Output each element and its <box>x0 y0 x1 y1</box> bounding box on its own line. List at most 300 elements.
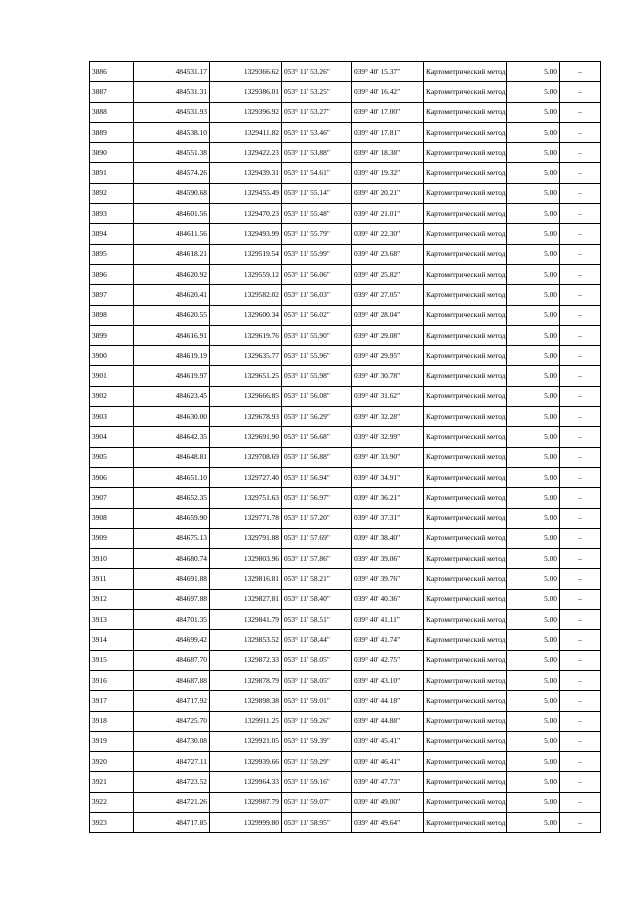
cell-longitude: 039° 40' 30.78" <box>352 366 424 386</box>
cell-method: Картометрический метод <box>424 386 507 406</box>
cell-point-number: 3921 <box>90 772 134 792</box>
cell-method: Картометрический метод <box>424 447 507 467</box>
cell-accuracy: 5.00 <box>507 772 560 792</box>
cell-y-coordinate: 1329853.52 <box>210 630 282 650</box>
cell-note: – <box>560 244 601 264</box>
table-row <box>90 630 601 650</box>
cell-y-coordinate: 1329987.79 <box>210 792 282 812</box>
cell-point-number: 3915 <box>90 650 134 670</box>
cell-latitude: 053° 11' 56.29" <box>282 407 352 427</box>
table-row <box>90 569 601 589</box>
cell-y-coordinate: 1329691.90 <box>210 427 282 447</box>
cell-accuracy: 5.00 <box>507 82 560 102</box>
cell-x-coordinate: 484687.88 <box>134 670 210 690</box>
cell-latitude: 053° 11' 53.26" <box>282 62 352 82</box>
table-row <box>90 102 601 122</box>
cell-method: Картометрический метод <box>424 143 507 163</box>
cell-accuracy: 5.00 <box>507 407 560 427</box>
cell-latitude: 053° 11' 55.96" <box>282 346 352 366</box>
cell-latitude: 053° 11' 58.05" <box>282 670 352 690</box>
cell-x-coordinate: 484619.97 <box>134 366 210 386</box>
cell-y-coordinate: 1329582.02 <box>210 285 282 305</box>
cell-y-coordinate: 1329872.33 <box>210 650 282 670</box>
cell-note: – <box>560 772 601 792</box>
cell-point-number: 3887 <box>90 82 134 102</box>
coordinates-table <box>89 61 601 833</box>
cell-latitude: 053° 11' 55.99" <box>282 244 352 264</box>
table-row <box>90 731 601 751</box>
cell-x-coordinate: 484697.88 <box>134 589 210 609</box>
cell-x-coordinate: 484675.13 <box>134 528 210 548</box>
cell-x-coordinate: 484531.31 <box>134 82 210 102</box>
cell-point-number: 3903 <box>90 407 134 427</box>
table-row <box>90 224 601 244</box>
cell-note: – <box>560 224 601 244</box>
cell-point-number: 3889 <box>90 122 134 142</box>
cell-longitude: 039° 40' 47.73" <box>352 772 424 792</box>
cell-x-coordinate: 484717.85 <box>134 812 210 832</box>
cell-method: Картометрический метод <box>424 691 507 711</box>
cell-y-coordinate: 1329651.25 <box>210 366 282 386</box>
table-row <box>90 82 601 102</box>
table-row <box>90 467 601 487</box>
cell-latitude: 053° 11' 59.01" <box>282 691 352 711</box>
table-row <box>90 62 601 82</box>
cell-x-coordinate: 484687.70 <box>134 650 210 670</box>
cell-longitude: 039° 40' 20.21" <box>352 183 424 203</box>
cell-latitude: 053° 11' 55.48" <box>282 204 352 224</box>
cell-y-coordinate: 1329600.34 <box>210 305 282 325</box>
table-row <box>90 447 601 467</box>
cell-point-number: 3917 <box>90 691 134 711</box>
cell-x-coordinate: 484717.92 <box>134 691 210 711</box>
cell-y-coordinate: 1329841.79 <box>210 610 282 630</box>
cell-x-coordinate: 484699.42 <box>134 630 210 650</box>
cell-longitude: 039° 40' 42.75" <box>352 650 424 670</box>
cell-method: Картометрический метод <box>424 407 507 427</box>
cell-latitude: 053° 11' 59.39" <box>282 731 352 751</box>
cell-accuracy: 5.00 <box>507 427 560 447</box>
cell-point-number: 3901 <box>90 366 134 386</box>
cell-point-number: 3896 <box>90 264 134 284</box>
cell-point-number: 3899 <box>90 325 134 345</box>
cell-x-coordinate: 484648.81 <box>134 447 210 467</box>
cell-note: – <box>560 427 601 447</box>
cell-note: – <box>560 122 601 142</box>
cell-point-number: 3886 <box>90 62 134 82</box>
cell-point-number: 3920 <box>90 752 134 772</box>
cell-longitude: 039° 40' 17.00" <box>352 102 424 122</box>
cell-latitude: 053° 11' 58.21" <box>282 569 352 589</box>
cell-x-coordinate: 484531.93 <box>134 102 210 122</box>
cell-latitude: 053° 11' 54.61" <box>282 163 352 183</box>
cell-y-coordinate: 1329619.76 <box>210 325 282 345</box>
cell-longitude: 039° 40' 33.90" <box>352 447 424 467</box>
cell-longitude: 039° 40' 29.95" <box>352 346 424 366</box>
table-row <box>90 711 601 731</box>
cell-x-coordinate: 484531.17 <box>134 62 210 82</box>
cell-y-coordinate: 1329386.01 <box>210 82 282 102</box>
cell-latitude: 053° 11' 55.90" <box>282 325 352 345</box>
cell-longitude: 039° 40' 32.28" <box>352 407 424 427</box>
cell-longitude: 039° 40' 32.99" <box>352 427 424 447</box>
cell-y-coordinate: 1329455.49 <box>210 183 282 203</box>
cell-accuracy: 5.00 <box>507 812 560 832</box>
cell-latitude: 053° 11' 59.26" <box>282 711 352 731</box>
cell-longitude: 039° 40' 17.81" <box>352 122 424 142</box>
table-row <box>90 244 601 264</box>
cell-longitude: 039° 40' 49.64" <box>352 812 424 832</box>
cell-y-coordinate: 1329470.23 <box>210 204 282 224</box>
cell-longitude: 039° 40' 38.40" <box>352 528 424 548</box>
cell-note: – <box>560 549 601 569</box>
cell-x-coordinate: 484642.35 <box>134 427 210 447</box>
table-row <box>90 650 601 670</box>
cell-longitude: 039° 40' 44.18" <box>352 691 424 711</box>
cell-longitude: 039° 40' 37.31" <box>352 508 424 528</box>
table-row <box>90 691 601 711</box>
cell-note: – <box>560 407 601 427</box>
cell-x-coordinate: 484619.19 <box>134 346 210 366</box>
cell-method: Картометрический метод <box>424 528 507 548</box>
cell-method: Картометрический метод <box>424 488 507 508</box>
cell-accuracy: 5.00 <box>507 549 560 569</box>
table-row <box>90 528 601 548</box>
cell-y-coordinate: 1329803.96 <box>210 549 282 569</box>
cell-accuracy: 5.00 <box>507 305 560 325</box>
cell-y-coordinate: 1329727.40 <box>210 467 282 487</box>
cell-latitude: 053° 11' 56.08" <box>282 386 352 406</box>
cell-note: – <box>560 285 601 305</box>
cell-x-coordinate: 484618.21 <box>134 244 210 264</box>
cell-accuracy: 5.00 <box>507 204 560 224</box>
cell-note: – <box>560 143 601 163</box>
cell-accuracy: 5.00 <box>507 752 560 772</box>
cell-y-coordinate: 1329493.99 <box>210 224 282 244</box>
table-row <box>90 285 601 305</box>
cell-point-number: 3895 <box>90 244 134 264</box>
cell-longitude: 039° 40' 41.11" <box>352 610 424 630</box>
coordinates-table-body <box>90 62 601 833</box>
cell-latitude: 053° 11' 57.20" <box>282 508 352 528</box>
cell-y-coordinate: 1329999.80 <box>210 812 282 832</box>
cell-point-number: 3919 <box>90 731 134 751</box>
cell-method: Картометрический метод <box>424 264 507 284</box>
cell-method: Картометрический метод <box>424 792 507 812</box>
cell-method: Картометрический метод <box>424 569 507 589</box>
cell-accuracy: 5.00 <box>507 488 560 508</box>
cell-accuracy: 5.00 <box>507 325 560 345</box>
cell-x-coordinate: 484651.10 <box>134 467 210 487</box>
cell-longitude: 039° 40' 45.41" <box>352 731 424 751</box>
cell-longitude: 039° 40' 23.68" <box>352 244 424 264</box>
cell-latitude: 053° 11' 53.27" <box>282 102 352 122</box>
cell-y-coordinate: 1329559.12 <box>210 264 282 284</box>
cell-latitude: 053° 11' 59.16" <box>282 772 352 792</box>
cell-x-coordinate: 484574.26 <box>134 163 210 183</box>
table-row <box>90 670 601 690</box>
cell-note: – <box>560 305 601 325</box>
cell-latitude: 053° 11' 53.46" <box>282 122 352 142</box>
cell-y-coordinate: 1329878.79 <box>210 670 282 690</box>
cell-x-coordinate: 484721.26 <box>134 792 210 812</box>
cell-note: – <box>560 630 601 650</box>
cell-accuracy: 5.00 <box>507 285 560 305</box>
cell-point-number: 3913 <box>90 610 134 630</box>
cell-accuracy: 5.00 <box>507 366 560 386</box>
cell-latitude: 053° 11' 56.02" <box>282 305 352 325</box>
cell-note: – <box>560 366 601 386</box>
cell-longitude: 039° 40' 41.74" <box>352 630 424 650</box>
table-row <box>90 772 601 792</box>
cell-note: – <box>560 670 601 690</box>
cell-accuracy: 5.00 <box>507 508 560 528</box>
cell-method: Картометрический метод <box>424 244 507 264</box>
cell-method: Картометрический метод <box>424 346 507 366</box>
table-row <box>90 386 601 406</box>
cell-method: Картометрический метод <box>424 305 507 325</box>
table-row <box>90 488 601 508</box>
cell-y-coordinate: 1329964.33 <box>210 772 282 792</box>
cell-x-coordinate: 484538.10 <box>134 122 210 142</box>
cell-note: – <box>560 711 601 731</box>
cell-latitude: 053° 11' 58.44" <box>282 630 352 650</box>
cell-latitude: 053° 11' 53.25" <box>282 82 352 102</box>
cell-note: – <box>560 183 601 203</box>
cell-x-coordinate: 484623.45 <box>134 386 210 406</box>
cell-method: Картометрический метод <box>424 589 507 609</box>
cell-point-number: 3907 <box>90 488 134 508</box>
cell-point-number: 3902 <box>90 386 134 406</box>
cell-note: – <box>560 752 601 772</box>
cell-accuracy: 5.00 <box>507 670 560 690</box>
cell-longitude: 039° 40' 43.10" <box>352 670 424 690</box>
cell-longitude: 039° 40' 27.05" <box>352 285 424 305</box>
cell-method: Картометрический метод <box>424 102 507 122</box>
cell-longitude: 039° 40' 28.04" <box>352 305 424 325</box>
cell-latitude: 053° 11' 58.40" <box>282 589 352 609</box>
cell-note: – <box>560 569 601 589</box>
cell-longitude: 039° 40' 22.30" <box>352 224 424 244</box>
cell-point-number: 3900 <box>90 346 134 366</box>
cell-accuracy: 5.00 <box>507 630 560 650</box>
cell-note: – <box>560 650 601 670</box>
table-row <box>90 143 601 163</box>
cell-note: – <box>560 346 601 366</box>
cell-point-number: 3923 <box>90 812 134 832</box>
cell-x-coordinate: 484630.00 <box>134 407 210 427</box>
cell-x-coordinate: 484725.70 <box>134 711 210 731</box>
cell-longitude: 039° 40' 16.42" <box>352 82 424 102</box>
table-row <box>90 122 601 142</box>
cell-longitude: 039° 40' 18.38" <box>352 143 424 163</box>
cell-y-coordinate: 1329396.92 <box>210 102 282 122</box>
cell-note: – <box>560 467 601 487</box>
cell-point-number: 3904 <box>90 427 134 447</box>
cell-latitude: 053° 11' 56.97" <box>282 488 352 508</box>
cell-accuracy: 5.00 <box>507 447 560 467</box>
cell-longitude: 039° 40' 40.36" <box>352 589 424 609</box>
cell-latitude: 053° 11' 56.06" <box>282 264 352 284</box>
table-row <box>90 427 601 447</box>
cell-y-coordinate: 1329366.62 <box>210 62 282 82</box>
table-row <box>90 204 601 224</box>
table-row <box>90 325 601 345</box>
cell-x-coordinate: 484727.11 <box>134 752 210 772</box>
cell-accuracy: 5.00 <box>507 589 560 609</box>
cell-method: Картометрический метод <box>424 772 507 792</box>
cell-method: Картометрический метод <box>424 204 507 224</box>
cell-accuracy: 5.00 <box>507 528 560 548</box>
cell-x-coordinate: 484611.56 <box>134 224 210 244</box>
cell-point-number: 3897 <box>90 285 134 305</box>
cell-point-number: 3890 <box>90 143 134 163</box>
cell-latitude: 053° 11' 55.14" <box>282 183 352 203</box>
cell-point-number: 3893 <box>90 204 134 224</box>
cell-point-number: 3916 <box>90 670 134 690</box>
cell-accuracy: 5.00 <box>507 467 560 487</box>
cell-x-coordinate: 484620.92 <box>134 264 210 284</box>
cell-point-number: 3888 <box>90 102 134 122</box>
cell-method: Картометрический метод <box>424 366 507 386</box>
cell-y-coordinate: 1329708.69 <box>210 447 282 467</box>
cell-accuracy: 5.00 <box>507 569 560 589</box>
table-row <box>90 792 601 812</box>
cell-note: – <box>560 264 601 284</box>
cell-method: Картометрический метод <box>424 752 507 772</box>
table-row <box>90 407 601 427</box>
cell-longitude: 039° 40' 36.21" <box>352 488 424 508</box>
cell-y-coordinate: 1329751.63 <box>210 488 282 508</box>
cell-x-coordinate: 484620.41 <box>134 285 210 305</box>
cell-accuracy: 5.00 <box>507 224 560 244</box>
cell-longitude: 039° 40' 29.08" <box>352 325 424 345</box>
cell-method: Картометрический метод <box>424 163 507 183</box>
cell-accuracy: 5.00 <box>507 122 560 142</box>
cell-point-number: 3909 <box>90 528 134 548</box>
cell-note: – <box>560 204 601 224</box>
cell-accuracy: 5.00 <box>507 346 560 366</box>
cell-accuracy: 5.00 <box>507 264 560 284</box>
cell-point-number: 3912 <box>90 589 134 609</box>
cell-method: Картометрический метод <box>424 731 507 751</box>
table-row <box>90 549 601 569</box>
cell-method: Картометрический метод <box>424 610 507 630</box>
cell-longitude: 039° 40' 21.01" <box>352 204 424 224</box>
cell-method: Картометрический метод <box>424 183 507 203</box>
cell-accuracy: 5.00 <box>507 792 560 812</box>
cell-y-coordinate: 1329411.82 <box>210 122 282 142</box>
table-row <box>90 589 601 609</box>
cell-latitude: 053° 11' 53.88" <box>282 143 352 163</box>
cell-accuracy: 5.00 <box>507 386 560 406</box>
cell-x-coordinate: 484601.56 <box>134 204 210 224</box>
cell-point-number: 3898 <box>90 305 134 325</box>
cell-y-coordinate: 1329791.88 <box>210 528 282 548</box>
cell-accuracy: 5.00 <box>507 183 560 203</box>
cell-latitude: 053° 11' 55.98" <box>282 366 352 386</box>
cell-note: – <box>560 589 601 609</box>
table-row <box>90 183 601 203</box>
cell-method: Картометрический метод <box>424 670 507 690</box>
cell-accuracy: 5.00 <box>507 143 560 163</box>
cell-y-coordinate: 1329678.93 <box>210 407 282 427</box>
table-row <box>90 346 601 366</box>
cell-longitude: 039° 40' 34.91" <box>352 467 424 487</box>
cell-latitude: 053° 11' 58.05" <box>282 650 352 670</box>
cell-x-coordinate: 484680.74 <box>134 549 210 569</box>
cell-longitude: 039° 40' 46.41" <box>352 752 424 772</box>
table-row <box>90 305 601 325</box>
cell-accuracy: 5.00 <box>507 711 560 731</box>
cell-method: Картометрический метод <box>424 427 507 447</box>
cell-note: – <box>560 488 601 508</box>
cell-note: – <box>560 82 601 102</box>
cell-y-coordinate: 1329771.78 <box>210 508 282 528</box>
cell-latitude: 053° 11' 56.94" <box>282 467 352 487</box>
cell-method: Картометрический метод <box>424 630 507 650</box>
cell-longitude: 039° 40' 44.88" <box>352 711 424 731</box>
cell-y-coordinate: 1329422.23 <box>210 143 282 163</box>
cell-longitude: 039° 40' 31.62" <box>352 386 424 406</box>
cell-y-coordinate: 1329519.54 <box>210 244 282 264</box>
cell-note: – <box>560 691 601 711</box>
cell-latitude: 053° 11' 59.07" <box>282 792 352 812</box>
cell-x-coordinate: 484590.68 <box>134 183 210 203</box>
cell-method: Картометрический метод <box>424 62 507 82</box>
cell-accuracy: 5.00 <box>507 731 560 751</box>
cell-x-coordinate: 484551.38 <box>134 143 210 163</box>
cell-method: Картометрический метод <box>424 549 507 569</box>
cell-method: Картометрический метод <box>424 711 507 731</box>
cell-longitude: 039° 40' 19.32" <box>352 163 424 183</box>
table-row <box>90 366 601 386</box>
cell-y-coordinate: 1329827.81 <box>210 589 282 609</box>
cell-latitude: 053° 11' 58.51" <box>282 610 352 630</box>
cell-accuracy: 5.00 <box>507 163 560 183</box>
cell-x-coordinate: 484691.88 <box>134 569 210 589</box>
cell-longitude: 039° 40' 25.82" <box>352 264 424 284</box>
cell-point-number: 3910 <box>90 549 134 569</box>
cell-point-number: 3906 <box>90 467 134 487</box>
cell-longitude: 039° 40' 39.76" <box>352 569 424 589</box>
cell-latitude: 053° 11' 56.68" <box>282 427 352 447</box>
table-row <box>90 508 601 528</box>
cell-accuracy: 5.00 <box>507 691 560 711</box>
cell-x-coordinate: 484659.90 <box>134 508 210 528</box>
cell-note: – <box>560 792 601 812</box>
cell-note: – <box>560 325 601 345</box>
cell-accuracy: 5.00 <box>507 102 560 122</box>
cell-method: Картометрический метод <box>424 467 507 487</box>
cell-point-number: 3891 <box>90 163 134 183</box>
cell-note: – <box>560 386 601 406</box>
cell-latitude: 053° 11' 56.88" <box>282 447 352 467</box>
cell-method: Картометрический метод <box>424 650 507 670</box>
cell-point-number: 3918 <box>90 711 134 731</box>
cell-method: Картометрический метод <box>424 508 507 528</box>
cell-point-number: 3908 <box>90 508 134 528</box>
cell-longitude: 039° 40' 39.06" <box>352 549 424 569</box>
cell-point-number: 3892 <box>90 183 134 203</box>
cell-note: – <box>560 508 601 528</box>
cell-note: – <box>560 812 601 832</box>
cell-method: Картометрический метод <box>424 82 507 102</box>
cell-note: – <box>560 62 601 82</box>
cell-x-coordinate: 484620.55 <box>134 305 210 325</box>
cell-y-coordinate: 1329666.85 <box>210 386 282 406</box>
cell-y-coordinate: 1329635.77 <box>210 346 282 366</box>
